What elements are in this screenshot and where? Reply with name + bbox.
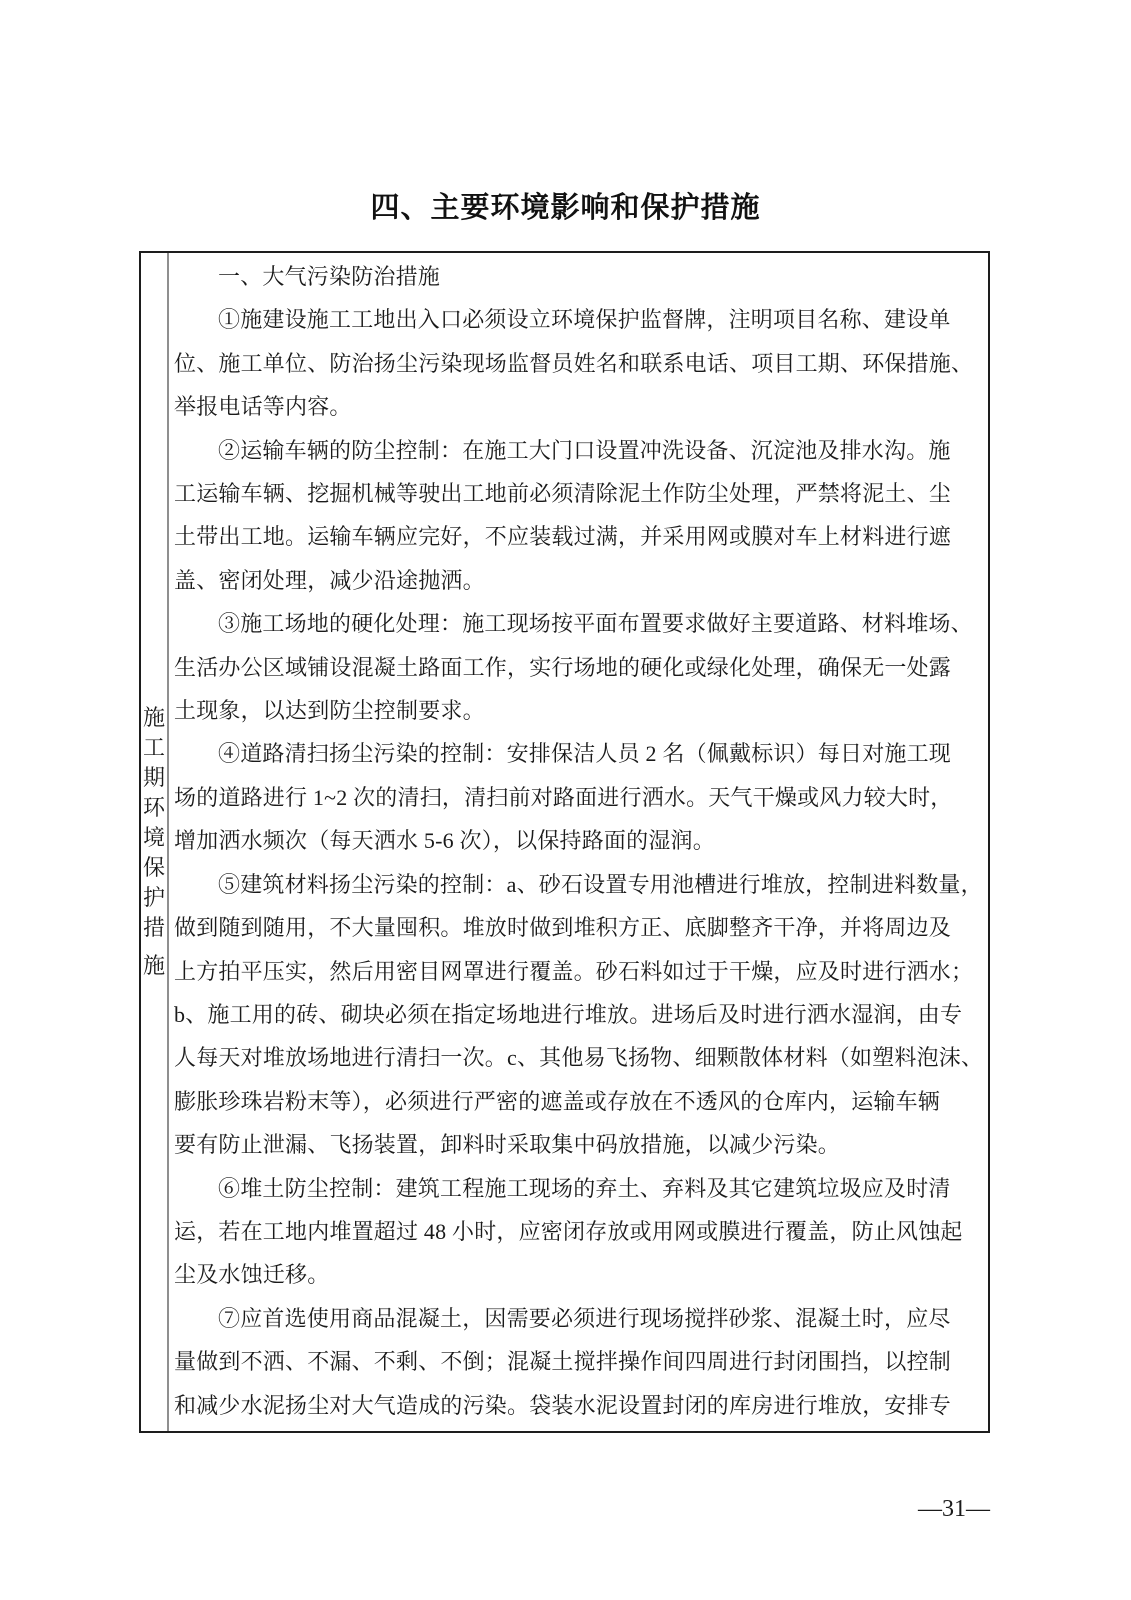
text-line: ④道路清扫扬尘污染的控制：安排保洁人员 2 名（佩戴标识）每日对施工现: [218, 741, 952, 767]
text-line: ①施建设施工工地出入口必须设立环境保护监督牌，注明项目名称、建设单: [218, 307, 951, 333]
row-header-char: 工: [142, 735, 165, 760]
text-line: 量做到不洒、不漏、不剩、不倒；混凝土搅拌操作间四周进行封闭围挡，以控制: [174, 1349, 952, 1375]
content-cell: [169, 253, 988, 1431]
row-header-char: 保: [142, 855, 165, 880]
text-line: ⑦应首选使用商品混凝土，因需要必须进行现场搅拌砂浆、混凝土时，应尽: [218, 1305, 951, 1331]
text-line: 土带出工地。运输车辆应完好，不应装载过满，并采用网或膜对车上材料进行遮: [174, 524, 952, 550]
text-line: 位、施工单位、防治扬尘污染现场监督员姓名和联系电话、项目工期、环保措施、: [174, 350, 974, 376]
page-number: —31—: [918, 1496, 990, 1522]
row-header-char: 护: [142, 885, 165, 910]
row-header-char: 环: [142, 795, 165, 820]
text-line: 尘及水蚀迁移。: [174, 1262, 330, 1288]
text-line: 要有防止泄漏、飞扬装置，卸料时采取集中码放措施，以减少污染。: [174, 1132, 841, 1158]
text-line: 上方拍平压实，然后用密目网罩进行覆盖。砂石料如过于干燥，应及时进行洒水；: [174, 958, 974, 984]
text-line: ③施工场地的硬化处理：施工现场按平面布置要求做好主要道路、材料堆场、: [218, 611, 973, 637]
text-line: 运，若在工地内堆置超过 48 小时，应密闭存放或用网或膜进行覆盖，防止风蚀起: [174, 1218, 963, 1244]
row-header-char: 期: [142, 765, 165, 790]
text-line: ②运输车辆的防尘控制：在施工大门口设置冲洗设备、沉淀池及排水沟。施: [218, 437, 951, 463]
row-header-char: 施: [142, 953, 165, 978]
text-line: 人每天对堆放场地进行清扫一次。c、其他易飞扬物、细颗散体材料（如塑料泡沫、: [174, 1045, 984, 1071]
measures-table: [139, 251, 990, 1433]
text-line: ⑥堆土防尘控制：建筑工程施工现场的弃土、弃料及其它建筑垃圾应及时清: [218, 1175, 951, 1201]
row-header-cell: [141, 253, 169, 1431]
text-line: 举报电话等内容。: [174, 394, 352, 420]
text-line: b、施工用的砖、砌块必须在指定场地进行堆放。进场后及时进行洒水湿润，由专: [174, 1001, 963, 1027]
page-title: 四、主要环境影响和保护措施: [370, 192, 761, 224]
text-line: ⑤建筑材料扬尘污染的控制：a、砂石设置专用池槽进行堆放，控制进料数量，: [218, 871, 983, 897]
text-line: 场的道路进行 1~2 次的清扫，清扫前对路面进行洒水。天气干燥或风力较大时，: [174, 784, 953, 810]
text-line: 膨胀珍珠岩粉末等），必须进行严密的遮盖或存放在不透风的仓库内，运输车辆: [174, 1088, 941, 1114]
text-line: 工运输车辆、挖掘机械等驶出工地前必须清除泥土作防尘处理，严禁将泥土、尘: [174, 481, 952, 507]
text-line: 和减少水泥扬尘对大气造成的污染。袋装水泥设置封闭的库房进行堆放，安排专: [174, 1392, 952, 1418]
text-line: 增加洒水频次（每天洒水 5-6 次），以保持路面的湿润。: [174, 828, 715, 854]
row-header-label: [143, 707, 165, 977]
text-line: 做到随到随用，不大量囤积。堆放时做到堆积方正、底脚整齐干净，并将周边及: [174, 915, 952, 941]
text-line: 土现象，以达到防尘控制要求。: [174, 698, 485, 724]
row-header-char: 境: [142, 825, 165, 850]
text-line: 一、大气污染防治措施: [218, 264, 441, 289]
text-line: 生活办公区域铺设混凝土路面工作，实行场地的硬化或绿化处理，确保无一处露: [174, 654, 952, 680]
text-line: 盖、密闭处理，减少沿途抛洒。: [174, 567, 485, 593]
row-header-char: 措: [142, 915, 165, 940]
row-header-char: 施: [142, 705, 165, 730]
